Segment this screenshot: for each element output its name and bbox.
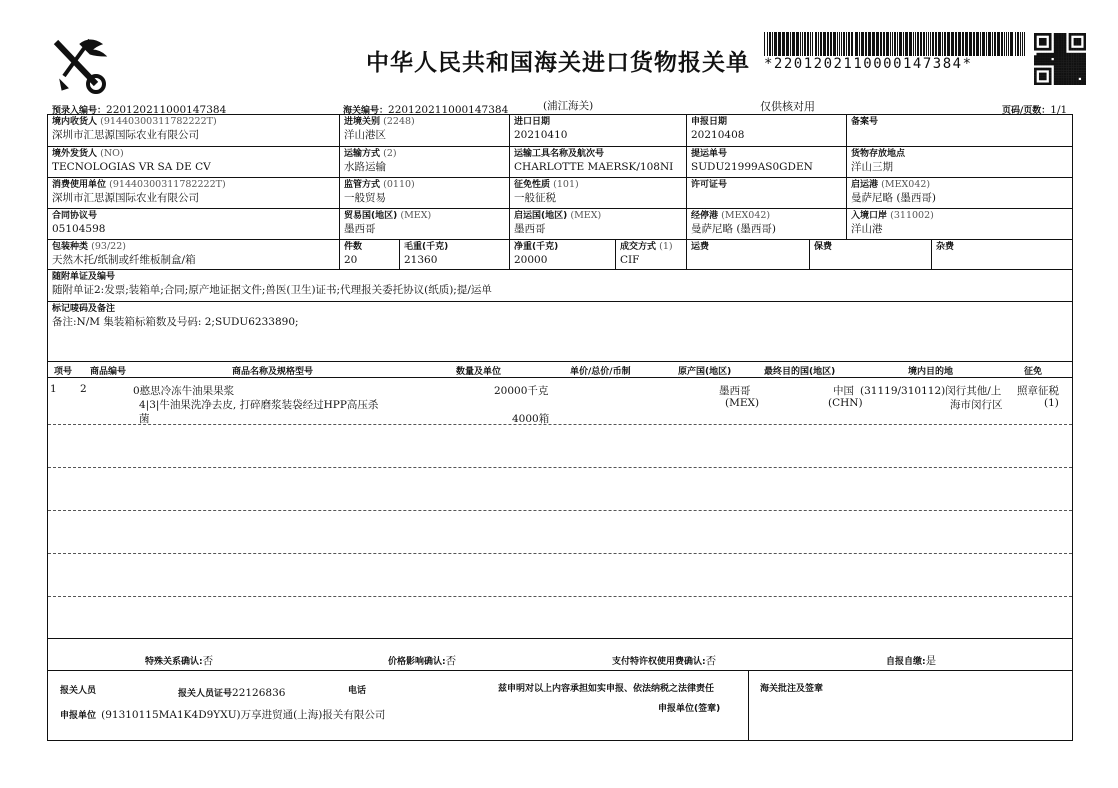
declarant-seal-label: 申报单位(签章) bbox=[658, 704, 721, 714]
item-no: 1 bbox=[50, 383, 57, 395]
freight-cell: 运费 bbox=[687, 240, 810, 270]
packing-cell: 包装种类 (93/22) 天然木托/纸制或纤维板制盒/箱 bbox=[48, 240, 340, 270]
dest-country-code: (CHN) bbox=[828, 397, 863, 409]
origin-country-code: (MEX) bbox=[725, 397, 760, 409]
transaction-cell: 成交方式 (1) CIF bbox=[616, 240, 687, 270]
header-item-no: 项号 bbox=[54, 367, 73, 377]
header-levy: 征免 bbox=[1024, 367, 1043, 377]
footer-vertical-divider bbox=[748, 671, 749, 740]
row-separator bbox=[48, 467, 1072, 468]
footer-divider bbox=[48, 670, 1072, 671]
royalty-confirm: 支付特许权使用费确认:否 bbox=[612, 655, 717, 667]
goods-name-line2: 4|3|牛油果洗净去皮, 打碎磨浆装袋经过HPP高压杀 bbox=[139, 399, 379, 411]
storage-cell: 货物存放地点 洋山三期 bbox=[847, 147, 1072, 178]
customs-sign-label: 海关批注及签章 bbox=[760, 684, 824, 694]
dest-country: 中国 bbox=[833, 385, 854, 397]
import-date-cell: 进口日期 20210410 bbox=[510, 115, 687, 147]
header-domestic-dest: 境内目的地 bbox=[908, 367, 954, 377]
barcode-image bbox=[764, 32, 1026, 56]
net-weight-cell: 净重(千克) 20000 bbox=[510, 240, 616, 270]
goods-header-divider bbox=[48, 377, 1072, 378]
origin-country: 墨西哥 bbox=[719, 385, 751, 397]
gross-weight-cell: 毛重(千克) 21360 bbox=[400, 240, 510, 270]
marks-cell: 标记唛码及备注 备注:N/M 集装箱标箱数及号码: 2;SUDU6233890; bbox=[48, 302, 1072, 362]
barcode-text: *2201202110000147384* bbox=[764, 56, 973, 72]
domestic-dest-2: 海市闵行区 bbox=[950, 399, 1003, 411]
header-origin: 原产国(地区) bbox=[678, 367, 732, 377]
declare-date-cell: 申报日期 20210408 bbox=[687, 115, 847, 147]
entry-customs-cell: 进境关别 (2248) 洋山港区 bbox=[340, 115, 510, 147]
pieces-cell: 件数 20 bbox=[340, 240, 400, 270]
levy-mode: 照章征税 bbox=[1017, 385, 1059, 397]
header-hs-code: 商品编号 bbox=[90, 367, 127, 377]
record-no-cell: 备案号 bbox=[847, 115, 1072, 147]
document-title: 中华人民共和国海关进口货物报关单 bbox=[366, 50, 750, 76]
hs-code: 2 bbox=[80, 383, 87, 395]
origin-country-cell: 启运国(地区) (MEX) 墨西哥 bbox=[510, 209, 687, 240]
price-impact-confirm: 价格影响确认:否 bbox=[388, 655, 457, 667]
port-of-loading-cell: 启运港 (MEX042) 曼萨尼略 (墨西哥) bbox=[847, 178, 1072, 209]
row-separator bbox=[48, 596, 1072, 597]
transit-port-cell: 经停港 (MEX042) 曼萨尼略 (墨西哥) bbox=[687, 209, 847, 240]
clerk-cert: 报关人员证号22126836 bbox=[178, 687, 286, 699]
special-relation-confirm: 特殊关系确认:否 bbox=[145, 655, 214, 667]
consignor-cell: 境外发货人 (NO) TECNOLOGIAS VR SA DE CV bbox=[48, 147, 340, 178]
customs-office: (浦江海关) bbox=[543, 100, 594, 112]
clerk-label: 报关人员 bbox=[60, 686, 97, 696]
levy-nature-cell: 征免性质 (101) 一般征税 bbox=[510, 178, 687, 209]
goods-name-line3: 菌 bbox=[139, 413, 150, 425]
transport-mode-cell: 运输方式 (2) 水路运输 bbox=[340, 147, 510, 178]
header-quantity: 数量及单位 bbox=[456, 367, 502, 377]
customs-emblem-icon bbox=[50, 36, 112, 94]
confirm-divider bbox=[48, 638, 1072, 639]
declaration-statement: 兹申明对以上内容承担如实申报、依法纳税之法律责任 bbox=[498, 684, 715, 694]
qr-code-image bbox=[1034, 33, 1086, 85]
license-no-cell: 许可证号 bbox=[687, 178, 847, 209]
customs-number: 海关编号：220120211000147384 bbox=[343, 104, 509, 116]
domestic-dest: (31119/310112)闵行其他/上 bbox=[860, 385, 1002, 397]
contract-no-cell: 合同协议号 05104598 bbox=[48, 209, 340, 240]
self-declare-confirm: 自报自缴:是 bbox=[886, 655, 937, 667]
goods-name-line1: 0憨思冷冻牛油果果浆 bbox=[133, 385, 235, 397]
header-goods-name: 商品名称及规格型号 bbox=[232, 367, 314, 377]
row-separator bbox=[48, 424, 1072, 425]
bill-no-cell: 提运单号 SUDU21999AS0GDEN bbox=[687, 147, 847, 178]
prerecord-number: 预录入编号：220120211000147384 bbox=[52, 104, 227, 116]
declarant-unit: 申报单位 (91310115MA1K4D9YXU)万享进贸通(上海)报关有限公司 bbox=[60, 709, 386, 721]
quantity-secondary: 4000箱 bbox=[512, 413, 550, 425]
attached-docs-cell: 随附单证及编号 随附单证2:发票;装箱单;合同;原产地证据文件;兽医(卫生)证书;代理报关委托协议(纸质);提/运单 bbox=[48, 270, 1072, 302]
row-separator bbox=[48, 510, 1072, 511]
insurance-cell: 保费 bbox=[810, 240, 932, 270]
vessel-cell: 运输工具名称及航次号 CHARLOTTE MAERSK/108NI bbox=[510, 147, 687, 178]
consumer-cell: 消费使用单位 (91440300311782222T) 深圳市汇思源国际农业有限公司 bbox=[48, 178, 340, 209]
header-dest-country: 最终目的国(地区) bbox=[764, 367, 836, 377]
supervision-cell: 监管方式 (0110) 一般贸易 bbox=[340, 178, 510, 209]
trade-country-cell: 贸易国(地区) (MEX) 墨西哥 bbox=[340, 209, 510, 240]
verify-note: 仅供核对用 bbox=[760, 100, 815, 113]
header-price: 单价/总价/币制 bbox=[570, 367, 631, 377]
levy-code: (1) bbox=[1044, 397, 1059, 409]
entry-port-cell: 入境口岸 (311002) 洋山港 bbox=[847, 209, 1072, 240]
quantity-primary: 20000千克 bbox=[494, 385, 549, 397]
misc-fee-cell: 杂费 bbox=[932, 240, 1072, 270]
phone-label: 电话 bbox=[348, 686, 367, 696]
page-number: 页码/页数：1/1 bbox=[1002, 104, 1068, 116]
consignee-cell: 境内收货人 (91440300311782222T) 深圳市汇思源国际农业有限公司 bbox=[48, 115, 340, 147]
row-separator bbox=[48, 553, 1072, 554]
